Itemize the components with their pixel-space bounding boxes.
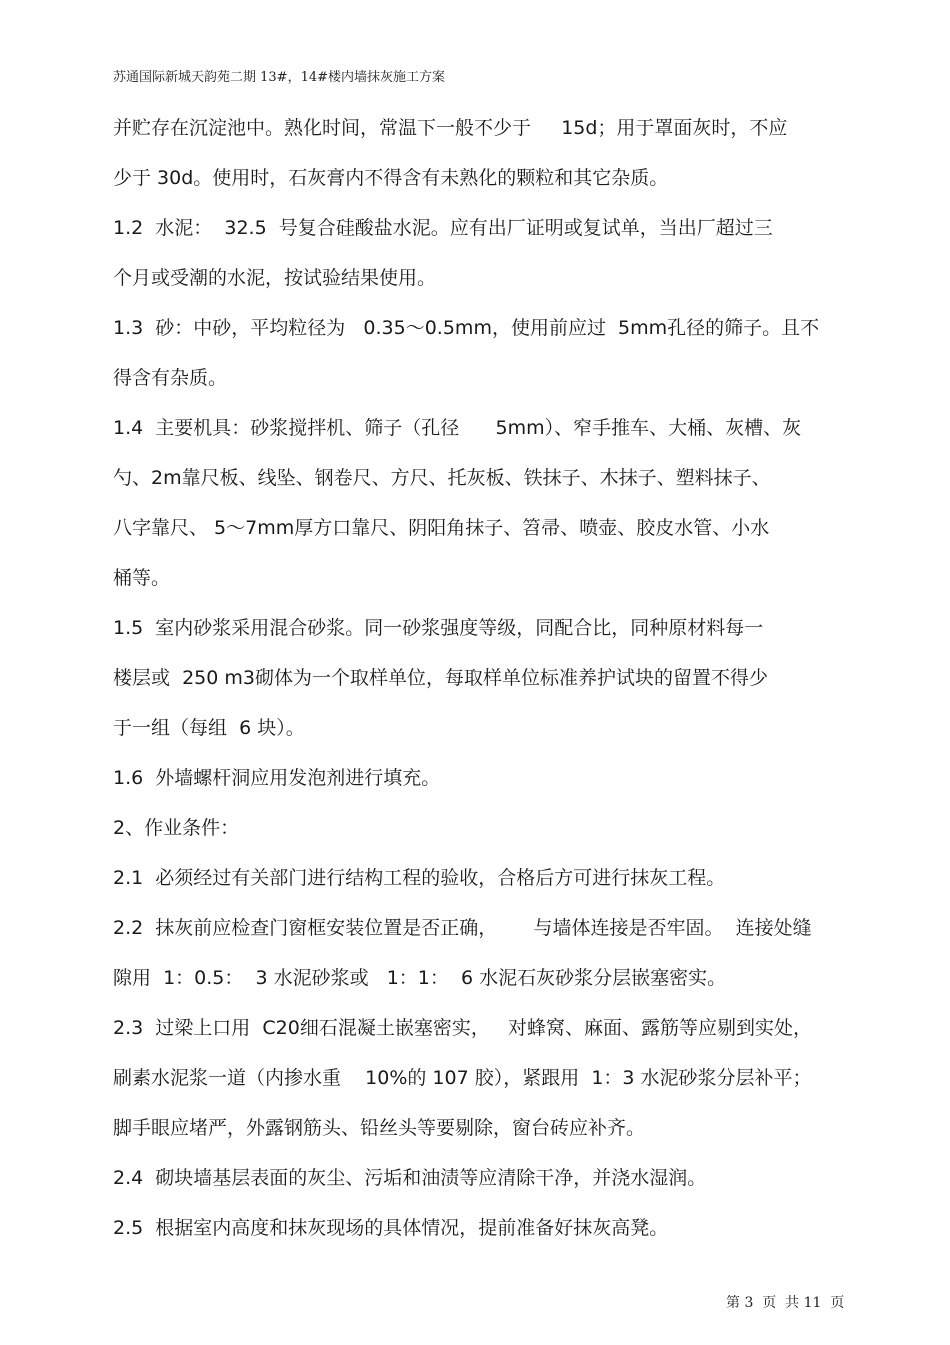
text-line: 2.3 过梁上口用 C20细石混凝土嵌塞密实， 对蜂窝、麻面、露筋等应剔到实处， bbox=[113, 1017, 812, 1039]
text-line: 1.2 水泥： 32.5 号复合硅酸盐水泥。应有出厂证明或复试单，当出厂超过三 bbox=[113, 217, 773, 239]
page-header: 苏通国际新城天韵苑二期 13#，14#楼内墙抹灰施工方案 bbox=[113, 70, 446, 85]
text-line: 2.2 抹灰前应检查门窗框安装位置是否正确， 与墙体连接是否牢固。 连接处缝 bbox=[113, 917, 812, 939]
text-line: 并贮存在沉淀池中。熟化时间，常温下一般不少于 15d；用于罩面灰时，不应 bbox=[113, 117, 788, 139]
section-heading: 2、作业条件： bbox=[113, 817, 240, 839]
text-line: 脚手眼应堵严，外露钢筋头、铅丝头等要剔除，窗台砖应补齐。 bbox=[113, 1117, 646, 1139]
text-line: 2.1 必须经过有关部门进行结构工程的验收，合格后方可进行抹灰工程。 bbox=[113, 867, 726, 889]
text-line: 隙用 1：0.5： 3 水泥砂浆或 1：1： 6 水泥石灰砂浆分层嵌塞密实。 bbox=[113, 967, 727, 989]
text-line: 桶等。 bbox=[113, 567, 171, 589]
text-line: 于一组（每组 6 块）。 bbox=[113, 717, 305, 739]
text-line: 1.3 砂：中砂，平均粒径为 0.35～0.5mm，使用前应过 5mm孔径的筛子。且不 bbox=[113, 317, 820, 339]
text-line: 少于 30d。使用时，石灰膏内不得含有未熟化的颗粒和其它杂质。 bbox=[113, 167, 669, 189]
text-line: 1.5 室内砂浆采用混合砂浆。同一砂浆强度等级，同配合比，同种原材料每一 bbox=[113, 617, 764, 639]
text-line: 2.4 砌块墙基层表面的灰尘、污垢和油渍等应清除干净，并浇水湿润。 bbox=[113, 1167, 707, 1189]
text-line: 2.5 根据室内高度和抹灰现场的具体情况，提前准备好抹灰高凳。 bbox=[113, 1217, 669, 1239]
document-body bbox=[113, 112, 873, 1262]
text-line: 得含有杂质。 bbox=[113, 367, 228, 389]
text-line: 1.4 主要机具：砂浆搅拌机、筛子（孔径 5mm）、窄手推车、大桶、灰槽、灰 bbox=[113, 417, 802, 439]
text-line: 个月或受潮的水泥，按试验结果使用。 bbox=[113, 267, 437, 289]
text-line: 1.6 外墙螺杆洞应用发泡剂进行填充。 bbox=[113, 767, 441, 789]
page-footer: 第 3 页 共 11 页 bbox=[726, 1295, 845, 1311]
text-line: 勺、2m靠尺板、线坠、钢卷尺、方尺、托灰板、铁抹子、木抹子、塑料抹子、 bbox=[113, 467, 771, 489]
text-line: 八字靠尺、 5～7mm厚方口靠尺、阴阳角抹子、笤帚、喷壶、胶皮水管、小水 bbox=[113, 517, 770, 539]
text-line: 刷素水泥浆一道（内掺水重 10%的 107 胶），紧跟用 1：3 水泥砂浆分层补平； bbox=[113, 1067, 812, 1089]
text-line: 楼层或 250 m3砌体为一个取样单位，每取样单位标准养护试块的留置不得少 bbox=[113, 667, 768, 689]
